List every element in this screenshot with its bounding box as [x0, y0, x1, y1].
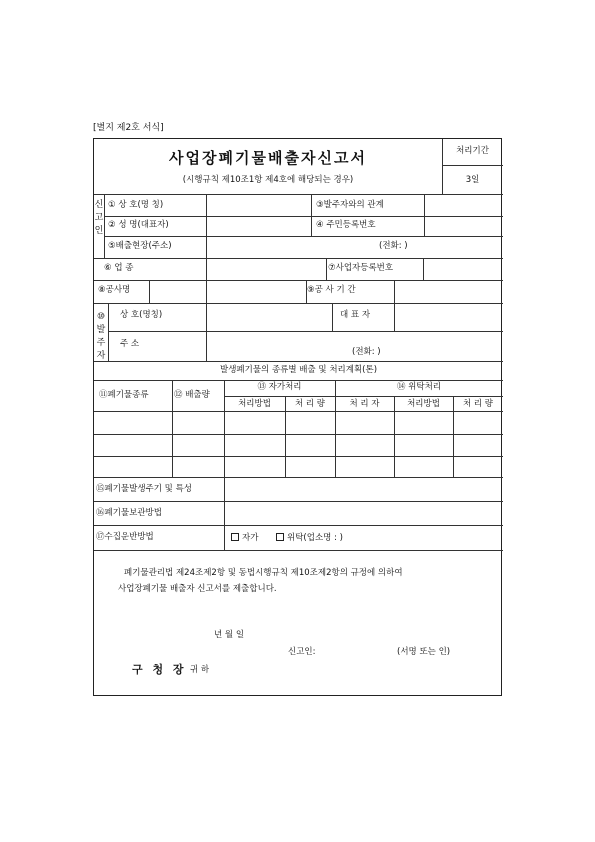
- handler-header: 처 리 자: [349, 399, 380, 409]
- form-number-label: [별지 제2호 서식]: [93, 123, 164, 133]
- declarant-side-label: 신 고 인: [94, 200, 104, 236]
- recipient-honorific: 귀 하: [190, 665, 210, 675]
- discharge-amount-header: ⑫ 배출량: [174, 390, 210, 400]
- date-line: 년 월 일: [214, 630, 245, 640]
- signature-or-seal-label: (서명 또는 인): [397, 647, 451, 657]
- statement-line-1: 폐기물관리법 제24조제2항 및 동법시행규칙 제10조제2항의 규정에 의하여: [124, 568, 403, 578]
- work-period-label: ⑨공 사 기 간: [307, 285, 356, 295]
- consigned-method-header: 처리방법: [407, 399, 440, 409]
- generation-cycle-label: ⑮폐기물발생주기 및 특성: [96, 484, 193, 494]
- self-treatment-header: ⑬ 자가처리: [257, 382, 302, 392]
- client-address-label: 주 소: [120, 339, 140, 349]
- form-title: 사업장폐기물배출자신고서: [169, 149, 367, 167]
- declarant-signature-label: 신고인:: [288, 647, 316, 657]
- site-address-label: ⑤배출현장(주소): [108, 241, 172, 251]
- checkbox-icon[interactable]: [276, 533, 284, 541]
- client-phone-label: (전화: ): [352, 347, 381, 357]
- client-representative-label: 대 표 자: [340, 310, 371, 320]
- consigned-quantity-header: 처 리 량: [462, 399, 494, 409]
- processing-period-label: 처리기간: [456, 146, 489, 156]
- work-name-label: ⑧공사명: [98, 285, 131, 295]
- processing-period-value: 3일: [465, 175, 480, 185]
- form-subtitle: (시행규칙 제10조1항 제4호에 해당되는 경우): [182, 175, 354, 185]
- recipient-title: 구 청 장: [132, 663, 187, 676]
- business-registration-label: ⑦사업자등록번호: [328, 263, 394, 273]
- statement-line-2: 사업장폐기물 배출자 신고서를 제출합니다.: [118, 584, 277, 594]
- client-company-label: 상 호(명칭): [120, 310, 163, 320]
- consigned-treatment-header: ⑭ 위탁처리: [396, 382, 442, 392]
- checkbox-icon[interactable]: [231, 533, 239, 541]
- site-phone-label: (전화: ): [379, 241, 408, 251]
- self-method-header: 처리방법: [238, 399, 271, 409]
- business-type-label: ⑥ 업 종: [104, 263, 134, 273]
- storage-method-label: ⑯폐기물보관방법: [96, 508, 162, 518]
- consigned-transport-option[interactable]: 위탁(업소명 : ): [276, 533, 343, 543]
- representative-name-label: ② 성 명(대표자): [108, 220, 169, 230]
- company-name-label: ① 상 호(명 칭): [108, 200, 164, 210]
- resident-number-label: ④ 주민등록번호: [316, 220, 376, 230]
- relation-label: ③발주자와의 관계: [316, 200, 384, 210]
- transport-method-label: ⑰수집운반방법: [96, 532, 154, 542]
- client-side-label: ⑩ 발 주 자: [96, 312, 106, 361]
- self-quantity-header: 처 리 량: [294, 399, 326, 409]
- waste-plan-title: 발생폐기물의 종류별 배출 및 처리계획(톤): [219, 365, 378, 375]
- declaration-form: [93, 138, 502, 696]
- waste-kind-header: ⑪폐기물종류: [99, 390, 149, 400]
- self-transport-option[interactable]: 자가: [231, 533, 258, 543]
